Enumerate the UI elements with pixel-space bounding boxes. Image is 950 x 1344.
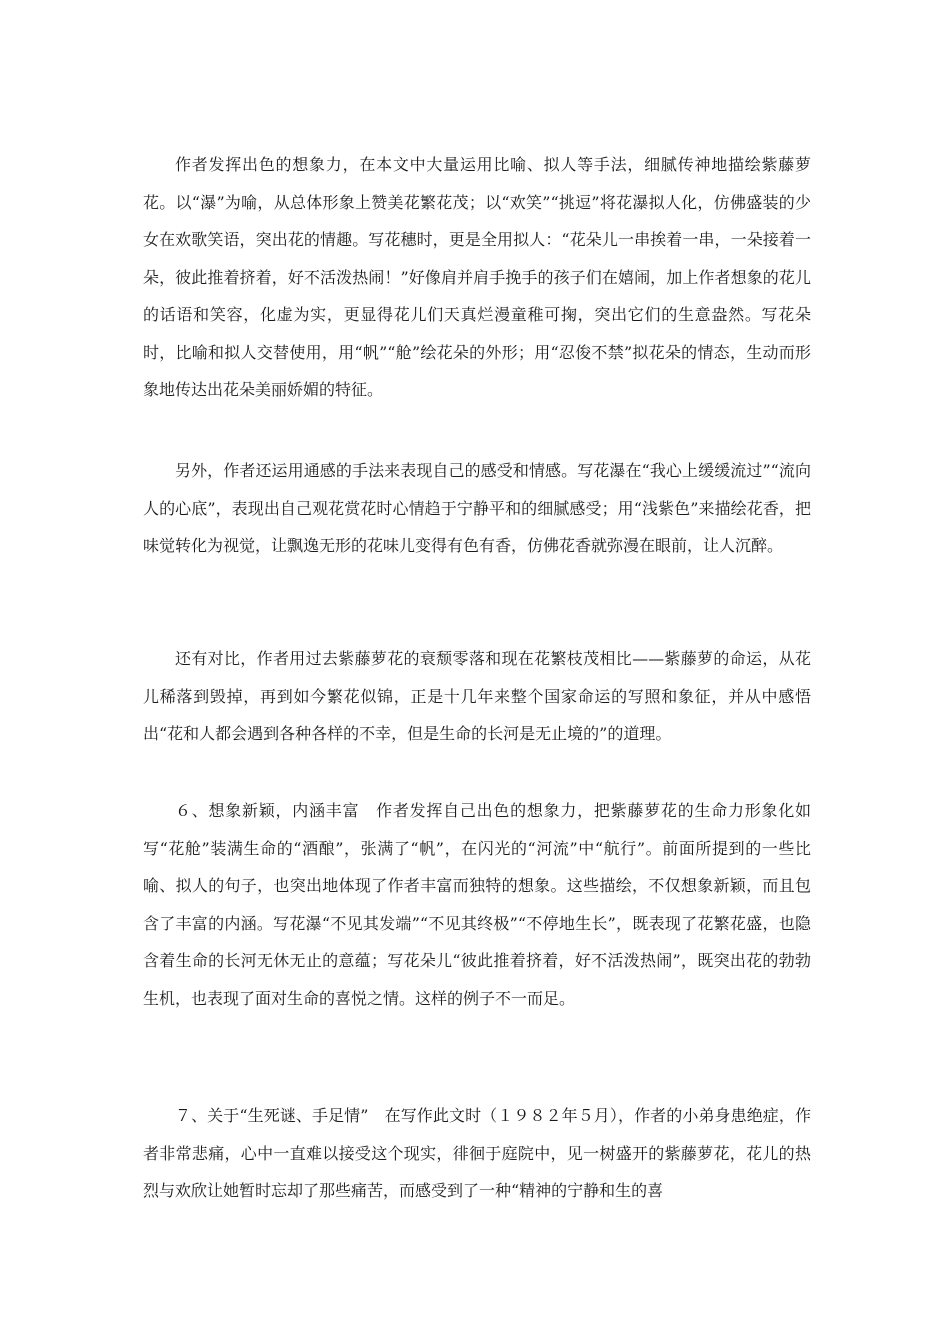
paragraph-contrast: 还有对比，作者用过去紫藤萝花的衰颓零落和现在花繁枝茂相比——紫藤萝的命运，从花儿稀落到毁掉，再到如今繁花似锦，正是十几年来整个国家命运的写照和象征，并从中感悟出“花和人都会遇到各种各样的不幸，但是生命的长河是无止境的”的道理。	[143, 649, 811, 743]
paragraph-section-6: ６、想象新颖，内涵丰富 作者发挥自己出色的想象力，把紫藤萝花的生命力形象化如写“花舱”装满生命的“酒酿”，张满了“帆”，在闪光的“河流”中“航行”。前面所提到的一些比喻、拟人的句子，也突出地体现了作者丰富而独特的想象。这些描绘，不仅想象新颖，而且包含了丰富的内涵。写花瀑“不见其发端”“不见其终极”“不停地生长”，既表现了花繁花盛，也隐含着生命的长河无休无止的意蕴；写花朵儿“彼此推着挤着，好不活泼热闹”，既突出花的勃勃生机，也表现了面对生命的喜悦之情。这样的例子不一而足。	[143, 801, 811, 1008]
paragraph-figurative-language: 作者发挥出色的想象力，在本文中大量运用比喻、拟人等手法，细腻传神地描绘紫藤萝花。以“瀑”为喻，从总体形象上赞美花繁花茂；以“欢笑”“挑逗”将花瀑拟人化，仿佛盛装的少女在欢歌笑语，突出花的情趣。写花穗时，更是全用拟人：“花朵儿一串挨着一串，一朵接着一朵，彼此推着挤着，好不活泼热闹！”好像肩并肩手挽手的孩子们在嬉闹，加上作者想象的花儿的话语和笑容，化虚为实，更显得花儿们天真烂漫童稚可掬，突出它们的生意盎然。写花朵时，比喻和拟人交替使用，用“帆”“舱”绘花朵的外形；用“忍俊不禁”拟花朵的情态，生动而形象地传达出花朵美丽娇媚的特征。	[143, 155, 811, 399]
paragraph-section-7: ７、关于“生死谜、手足情” 在写作此文时（１９８２年５月），作者的小弟身患绝症，作者非常悲痛，心中一直难以接受这个现实，徘徊于庭院中，见一树盛开的紫藤萝花，花儿的热烈与欢欣让她暂时忘却了那些痛苦，而感受到了一种“精神的宁静和生的喜	[143, 1106, 811, 1200]
paragraph-synesthesia: 另外，作者还运用通感的手法来表现自己的感受和情感。写花瀑在“我心上缓缓流过”“流向人的心底”，表现出自己观花赏花时心情趋于宁静平和的细腻感受；用“浅紫色”来描绘花香，把味觉转化为视觉，让飘逸无形的花味儿变得有色有香，仿佛花香就弥漫在眼前，让人沉醉。	[143, 461, 811, 555]
